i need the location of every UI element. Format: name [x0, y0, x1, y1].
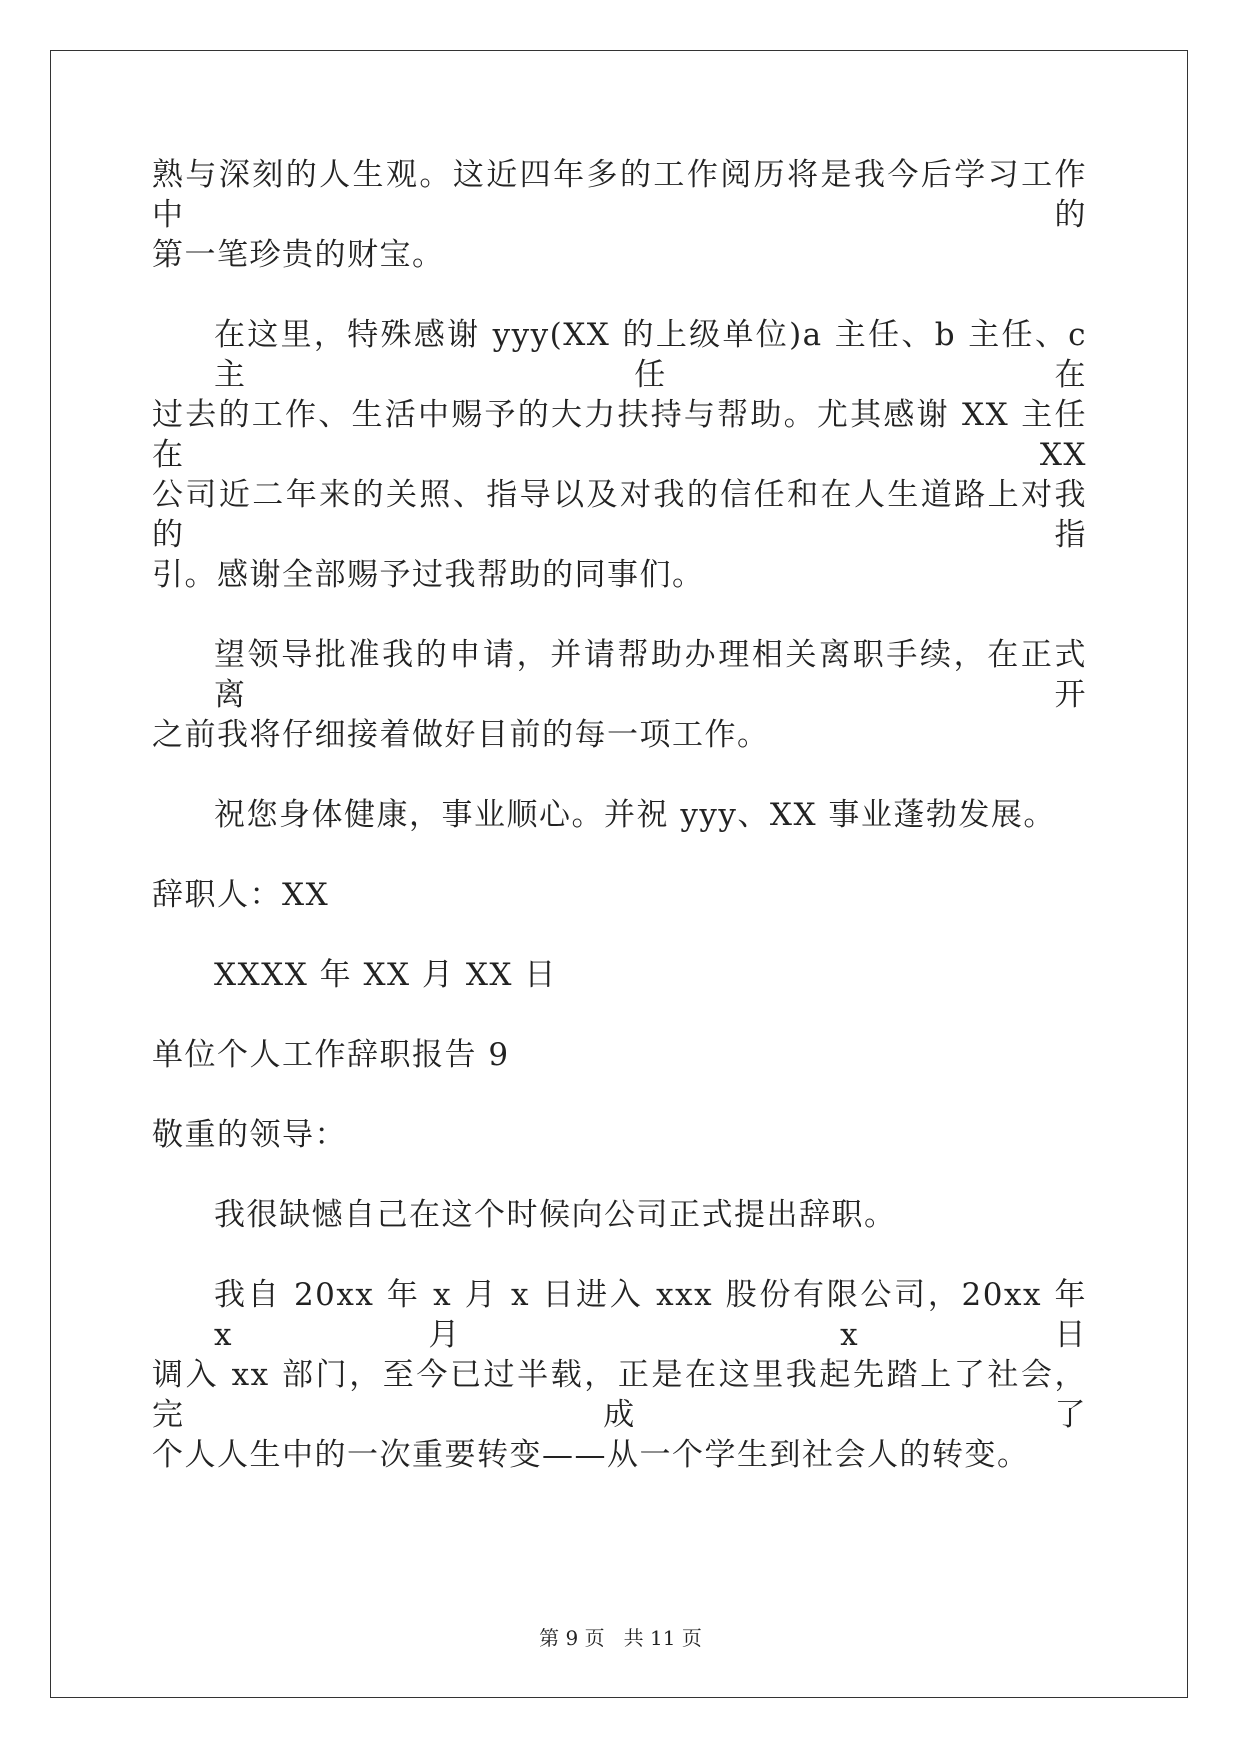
signature-line: 辞职人：XX — [152, 877, 330, 913]
paragraph-line: 我很缺憾自己在这个时候向公司正式提出辞职。 — [214, 1197, 897, 1233]
paragraph-line: 调入 xx 部门，至今已过半载，正是在这里我起先踏上了社会，完成了 — [152, 1357, 1087, 1433]
paragraph-line: 祝您身体健康，事业顺心。并祝 yyy、XX 事业蓬勃发展。 — [214, 797, 1056, 833]
paragraph-line: 第一笔珍贵的财宝。 — [152, 237, 445, 273]
salutation: 敬重的领导： — [152, 1117, 347, 1153]
date-line: XXXX 年 XX 月 XX 日 — [214, 957, 557, 993]
paragraph-line: 望领导批准我的申请，并请帮助办理相关离职手续，在正式离开 — [214, 637, 1087, 713]
paragraph-line: 在这里，特殊感谢 yyy(XX 的上级单位)a 主任、b 主任、c 主任在 — [214, 317, 1087, 393]
paragraph-line: 引。感谢全部赐予过我帮助的同事们。 — [152, 557, 705, 593]
paragraph-line: 之前我将仔细接着做好目前的每一项工作。 — [152, 717, 770, 753]
paragraph-line: 熟与深刻的人生观。这近四年多的工作阅历将是我今后学习工作中的 — [152, 157, 1087, 233]
paragraph-line: 过去的工作、生活中赐予的大力扶持与帮助。尤其感谢 XX 主任在 XX — [152, 397, 1087, 473]
paragraph-line: 我自 20xx 年 x 月 x 日进入 xxx 股份有限公司，20xx 年 x 月 x 日 — [214, 1277, 1087, 1353]
page-number-footer — [0, 1622, 1241, 1651]
section-title: 单位个人工作辞职报告 9 — [152, 1037, 510, 1073]
paragraph-line: 个人人生中的一次重要转变——从一个学生到社会人的转变。 — [152, 1437, 1030, 1473]
page-number-label: 第 9 页 共 11 页 — [539, 1626, 702, 1650]
paragraph-line: 公司近二年来的关照、指导以及对我的信任和在人生道路上对我的指 — [152, 477, 1087, 553]
document-body — [152, 155, 1087, 1515]
